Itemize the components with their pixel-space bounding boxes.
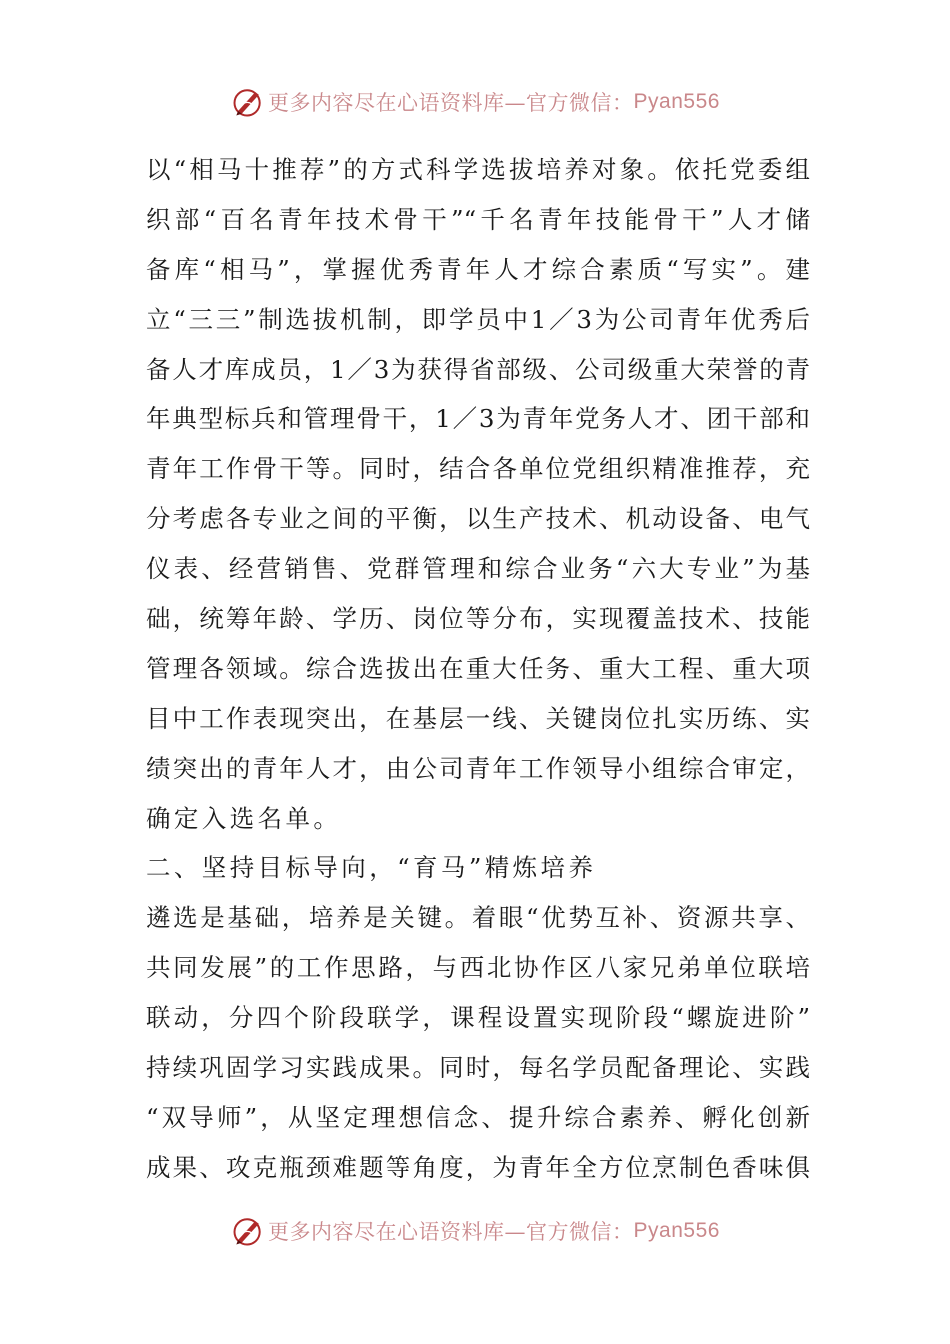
body-line: 织部“百名青年技术骨干”“千名青年技能骨干”人才储 xyxy=(146,204,810,234)
wechat-id: Pyan556 xyxy=(633,1219,720,1242)
body-line: 备库“相马”，掌握优秀青年人才综合素质“写实”。建 xyxy=(146,254,810,284)
body-line: 持续巩固学习实践成果。同时，每名学员配备理论、实践 xyxy=(146,1053,810,1083)
header-watermark xyxy=(0,82,950,122)
body-line: 分考虑各专业之间的平衡，以生产技术、机动设备、电气 xyxy=(146,504,810,534)
body-line: 目中工作表现突出，在基层一线、关键岗位扎实历练、实 xyxy=(146,703,810,733)
pen-logo-icon xyxy=(230,1213,266,1249)
body-line: 仪表、经营销售、党群管理和综合业务“六大专业”为基 xyxy=(146,554,810,584)
body-line: 备人才库成员，1／3为获得省部级、公司级重大荣誉的青 xyxy=(146,354,810,384)
body-line: 成果、攻克瓶颈难题等角度，为青年全方位烹制色香味俱 xyxy=(146,1152,810,1182)
body-line: 共同发展”的工作思路，与西北协作区八家兄弟单位联培 xyxy=(146,953,810,983)
body-line: 立“三三”制选拔机制，即学员中1／3为公司青年优秀后 xyxy=(146,304,810,334)
document-body xyxy=(146,145,810,1193)
body-line: 遴选是基础，培养是关键。着眼“优势互补、资源共享、 xyxy=(146,903,810,933)
section-heading: 二、坚持目标导向，“育马”精炼培养 xyxy=(146,853,597,883)
wechat-id: Pyan556 xyxy=(633,90,720,113)
watermark-text: 更多内容尽在心语资料库—官方微信： xyxy=(268,1220,634,1244)
body-line: 年典型标兵和管理骨干，1／3为青年党务人才、团干部和 xyxy=(146,404,810,434)
body-line: 确定入选名单。 xyxy=(146,803,342,833)
body-line: 联动，分四个阶段联学，课程设置实现阶段“螺旋进阶” xyxy=(146,1003,810,1033)
body-line: 青年工作骨干等。同时，结合各单位党组织精准推荐，充 xyxy=(146,454,810,484)
body-line: 管理各领域。综合选拔出在重大任务、重大工程、重大项 xyxy=(146,653,810,683)
body-line: 以“相马十推荐”的方式科学选拔培养对象。依托党委组 xyxy=(146,155,810,184)
body-line: 绩突出的青年人才，由公司青年工作领导小组综合审定， xyxy=(146,753,810,783)
body-line: “双导师”，从坚定理想信念、提升综合素养、孵化创新 xyxy=(146,1102,810,1132)
body-line: 础，统筹年龄、学历、岗位等分布，实现覆盖技术、技能 xyxy=(146,604,810,634)
footer-watermark xyxy=(0,1211,950,1251)
pen-logo-icon xyxy=(230,84,266,120)
watermark-text: 更多内容尽在心语资料库—官方微信： xyxy=(268,91,634,115)
